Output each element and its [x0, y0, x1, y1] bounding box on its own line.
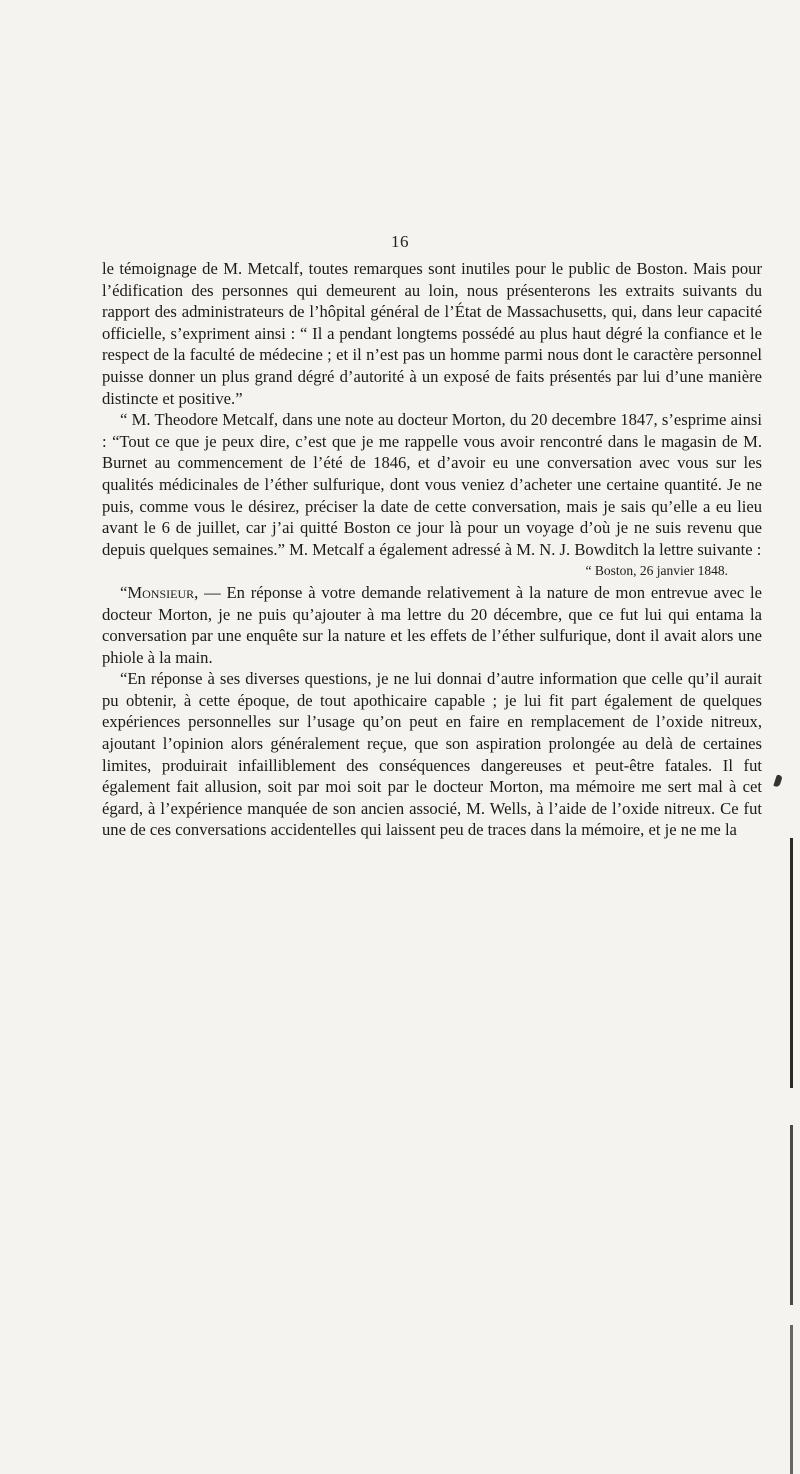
ink-mark — [773, 774, 782, 787]
paragraph-metcalf-note: “ M. Theodore Metcalf, dans une note au docteur Morton, du 20 decembre 1847, s’esprime ainsi : “Tout ce que je peux dire, c’est que je me rappelle vous avoir rencontré dans le magasin de M. Burnet au commencement de l’été de 1846, et d’avoir eu une conversation avec vous sur les qualités médicinales de l’éther sulfurique, dont vous veniez d’acheter une certaine quantité. Je ne puis, comme vous le désirez, préciser la date de cette conversation, mais je sais qu’elle a eu lieu avant le 6 de juillet, car j’ai quitté Boston ce jour là pour un voyage d’où je ne suis revenu que depuis quelques semaines.” M. Metcalf a également adressé à M. N. J. Bowditch la lettre suivante : — [102, 410, 762, 559]
letter-salutation: “Monsieur, — [120, 582, 199, 602]
letter-opening-text: — En réponse à votre demande relativement à la nature de mon entrevue avec le docteur Morton, je ne puis qu’ajouter à ma lettre du 20 décembre, que ce fut lui qui entama la conversation par une enquête sur la nature et les effets de l’éther sulfurique, dont il avait alors une phiole à la main. — [102, 582, 762, 667]
paragraph-metcalf-testimony: le témoignage de M. Metcalf, toutes remarques sont inutiles pour le public de Boston. Mais pour l’édification des personnes qui demeurent au loin, nous présenterons les extraits suivants du rapport des administrateurs de l’hôpital général de l’État de Massachusetts, qui, dans leur capacité officielle, s’expriment ainsi : “ Il a pendant longtems possédé au plus haut dégré la confiance et le respect de la faculté de médecine ; et il n’est pas un homme parmi nous dont le caractère personnel puisse donner un plus grand dégré d’autorité à un exposé de faits présentés par lui d’une manière distincte et positive.” — [102, 259, 762, 408]
letter-dateline: “ Boston, 26 janvier 1848. — [585, 563, 728, 579]
paragraph-letter-opening — [102, 582, 762, 668]
paragraph-letter-continued: “En réponse à ses diverses questions, je ne lui donnai d’autre information que celle qu’il aurait pu obtenir, à cette époque, de tout apothicaire capable ; je lui fit part également de quelques expériences personnelles sur l’usage qu’on peut en faire en remplacement de l’oxide nitreux, ajoutant l’opinion alors généralement reçue, que son aspiration prolongée au delà de certaines limites, produirait infailliblement des conséquences dangereuses et peut-être fatales. Il fut également fait allusion, soit par moi soit par le docteur Morton, ma mémoire me sert mal à cet égard, à l’expérience manquée de son ancien associé, M. Wells, à l’aide de l’oxide nitreux. Ce fut une de ces conversations accidentelles qui laissent peu de traces dans la mémoire, et je ne me la — [102, 669, 762, 840]
page-number: 16 — [391, 232, 409, 251]
page-edge-shadow — [790, 838, 793, 1088]
page-edge-shadow — [790, 1325, 793, 1474]
body-text — [102, 258, 762, 841]
page-edge-shadow — [790, 1125, 793, 1305]
